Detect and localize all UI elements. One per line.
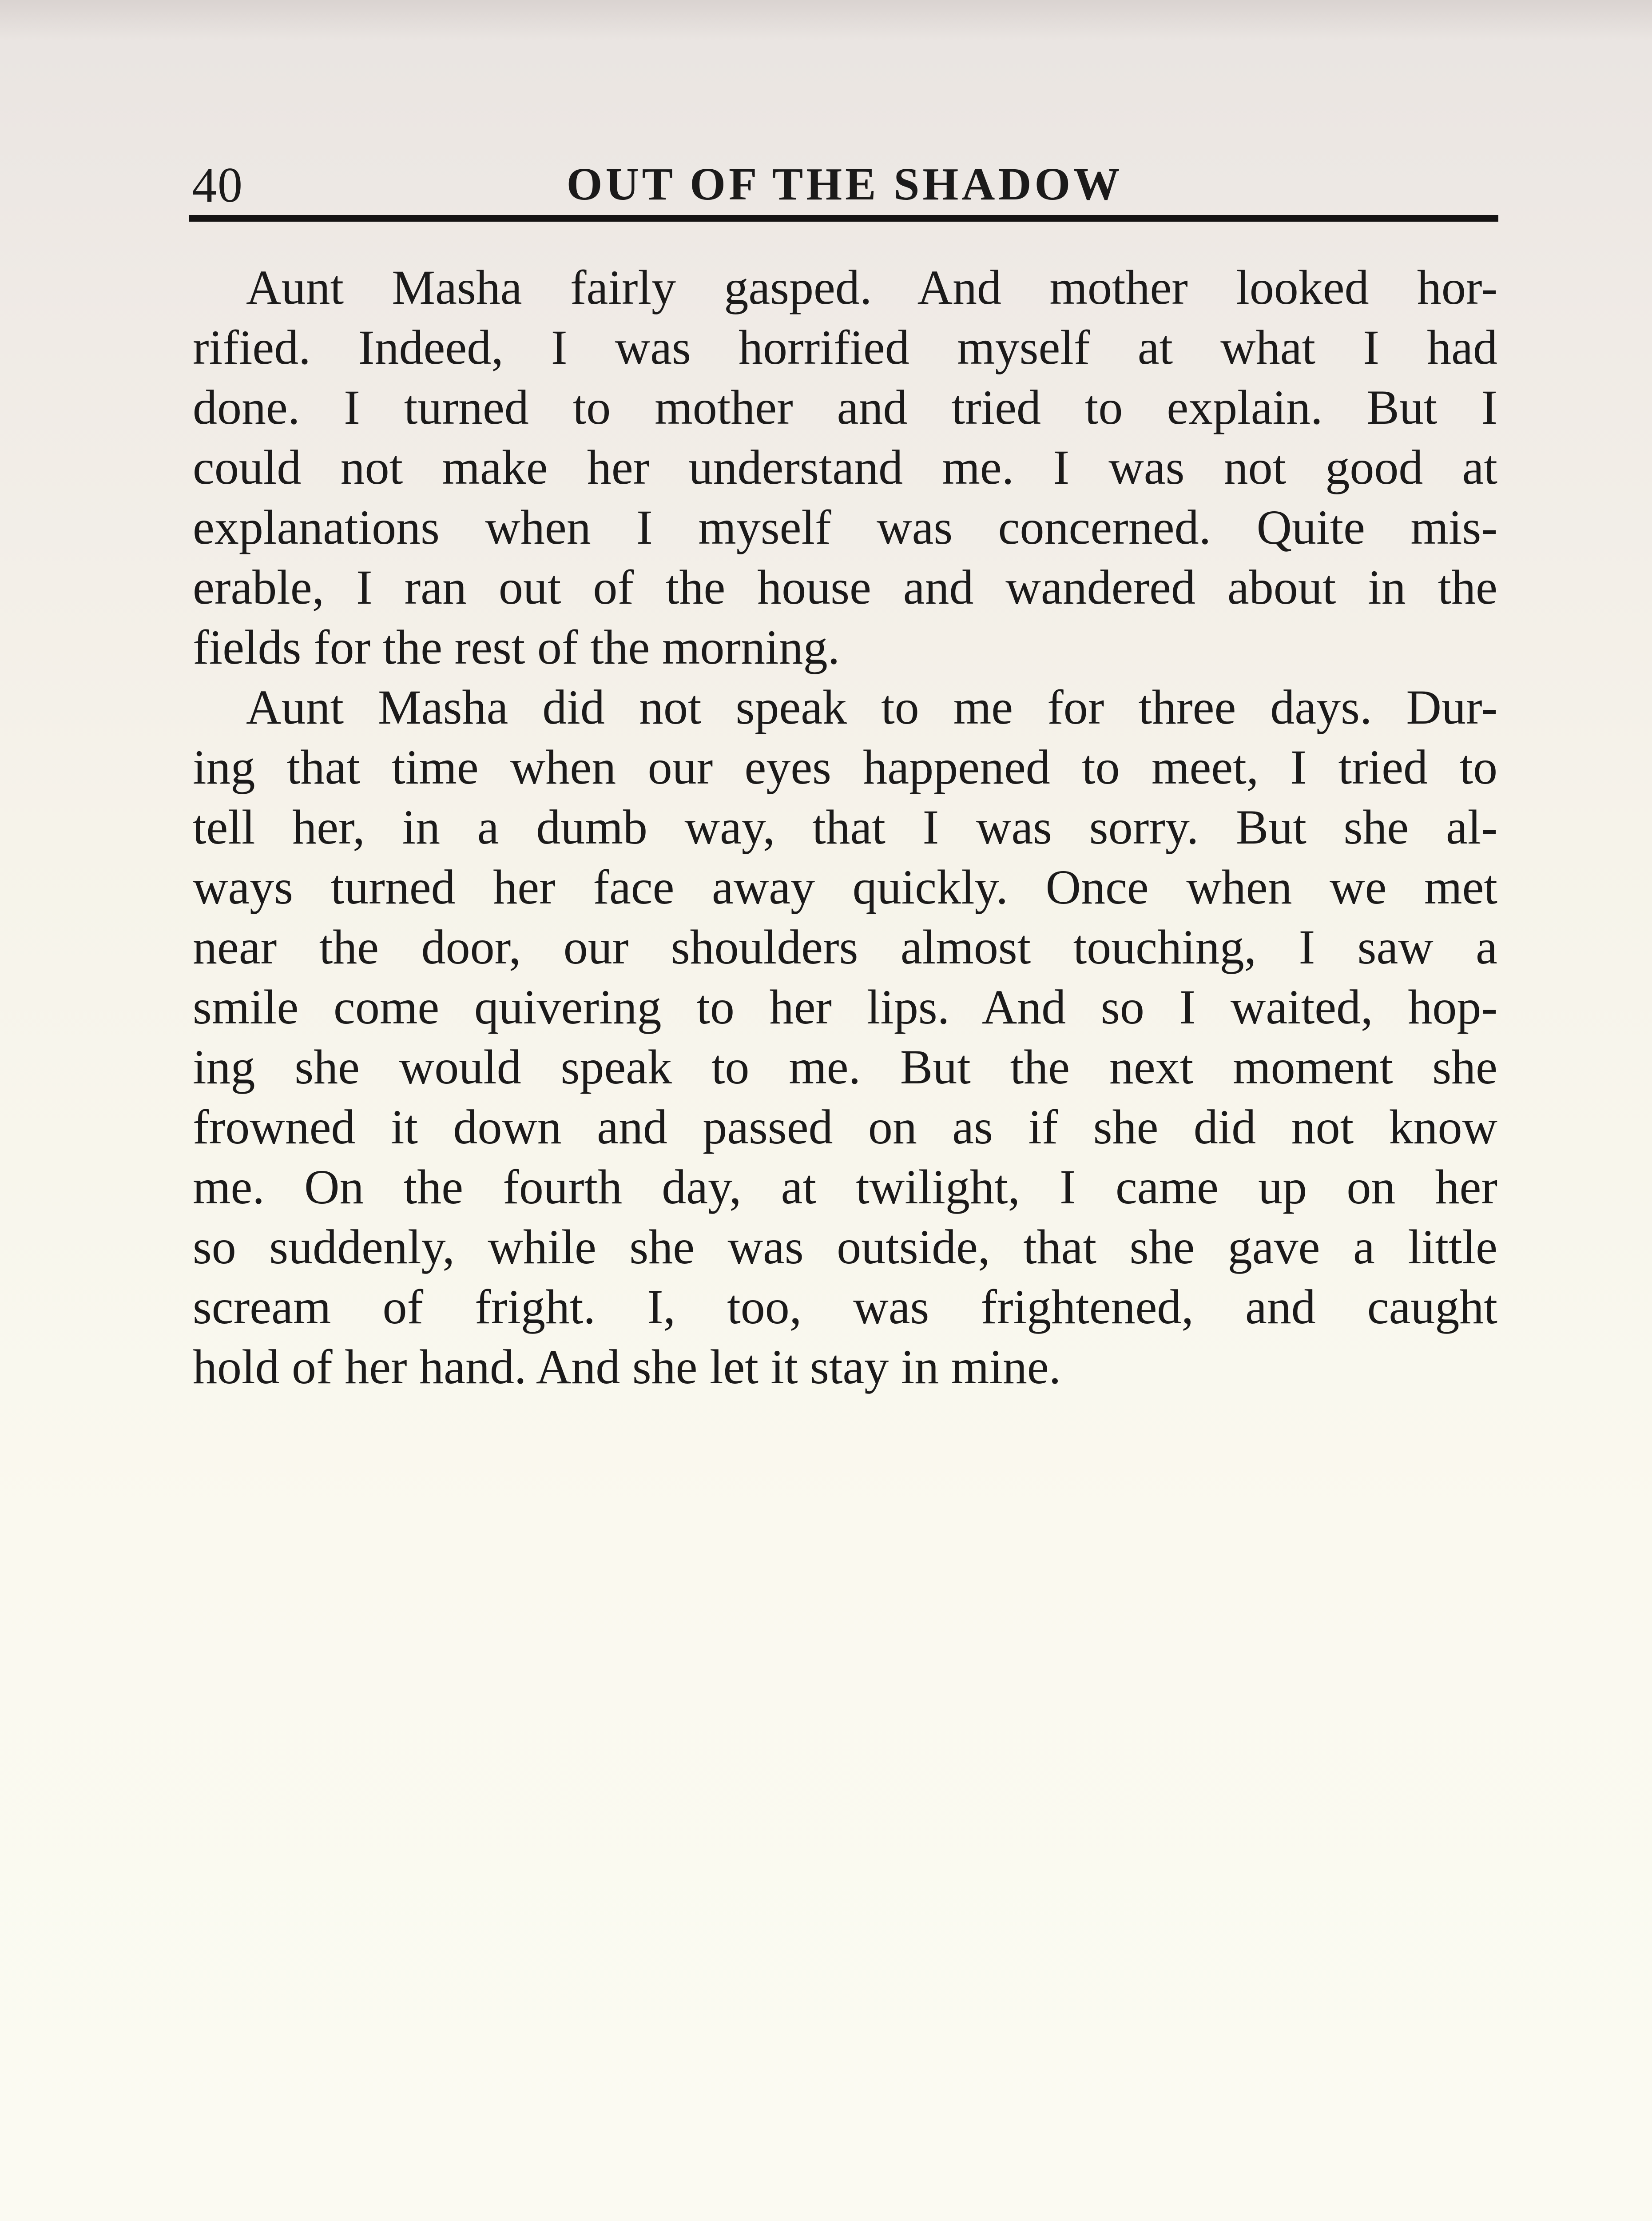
paragraph-1-line-3: done. I turned to mother and tried to explain. But I [193,380,1497,434]
page-edge-shading [0,0,1652,40]
page-header [192,147,1497,218]
paragraph-1-line-6: erable, I ran out of the house and wandered about in the [193,560,1497,614]
body-text [193,258,1497,1397]
paragraph-2-line-1: Aunt Masha did not speak to me for three days. Dur- [246,680,1497,734]
paragraph-2-line-5: near the door, our shoulders almost touching, I saw a [193,920,1497,974]
paragraph-2-line-9: me. On the fourth day, at twilight, I came up on her [193,1160,1497,1214]
paragraph-1-line-2: rified. Indeed, I was horrified myself at what I had [193,320,1497,374]
paragraph-2-line-6: smile come quivering to her lips. And so I waited, hop- [193,980,1497,1034]
paragraph-1-line-5: explanations when I myself was concerned. Quite mis- [193,500,1497,554]
paragraph-1-line-7: fields for the rest of the morning. [193,620,840,674]
page-number: 40 [192,158,243,213]
paragraph-1-line-1: Aunt Masha fairly gasped. And mother looked hor- [246,260,1497,314]
paragraph-1-line-4: could not make her understand me. I was not good at [193,440,1497,494]
paragraph-2-line-7: ing she would speak to me. But the next moment she [193,1040,1497,1094]
paragraph-2-line-12: hold of her hand. And she let it stay in mine. [193,1340,1061,1394]
header-rule [189,215,1498,222]
paragraph-2-line-2: ing that time when our eyes happened to meet, I tried to [193,740,1497,794]
paragraph-2-line-8: frowned it down and passed on as if she did not know [193,1100,1497,1154]
paragraph-2-line-11: scream of fright. I, too, was frightened, and caught [193,1280,1497,1334]
paragraph-2-line-3: tell her, in a dumb way, that I was sorry. But she al- [193,800,1497,854]
running-title: OUT OF THE SHADOW [566,159,1123,210]
paragraph-2-line-10: so suddenly, while she was outside, that she gave a little [193,1220,1497,1274]
paragraph-2-line-4: ways turned her face away quickly. Once when we met [193,860,1497,914]
